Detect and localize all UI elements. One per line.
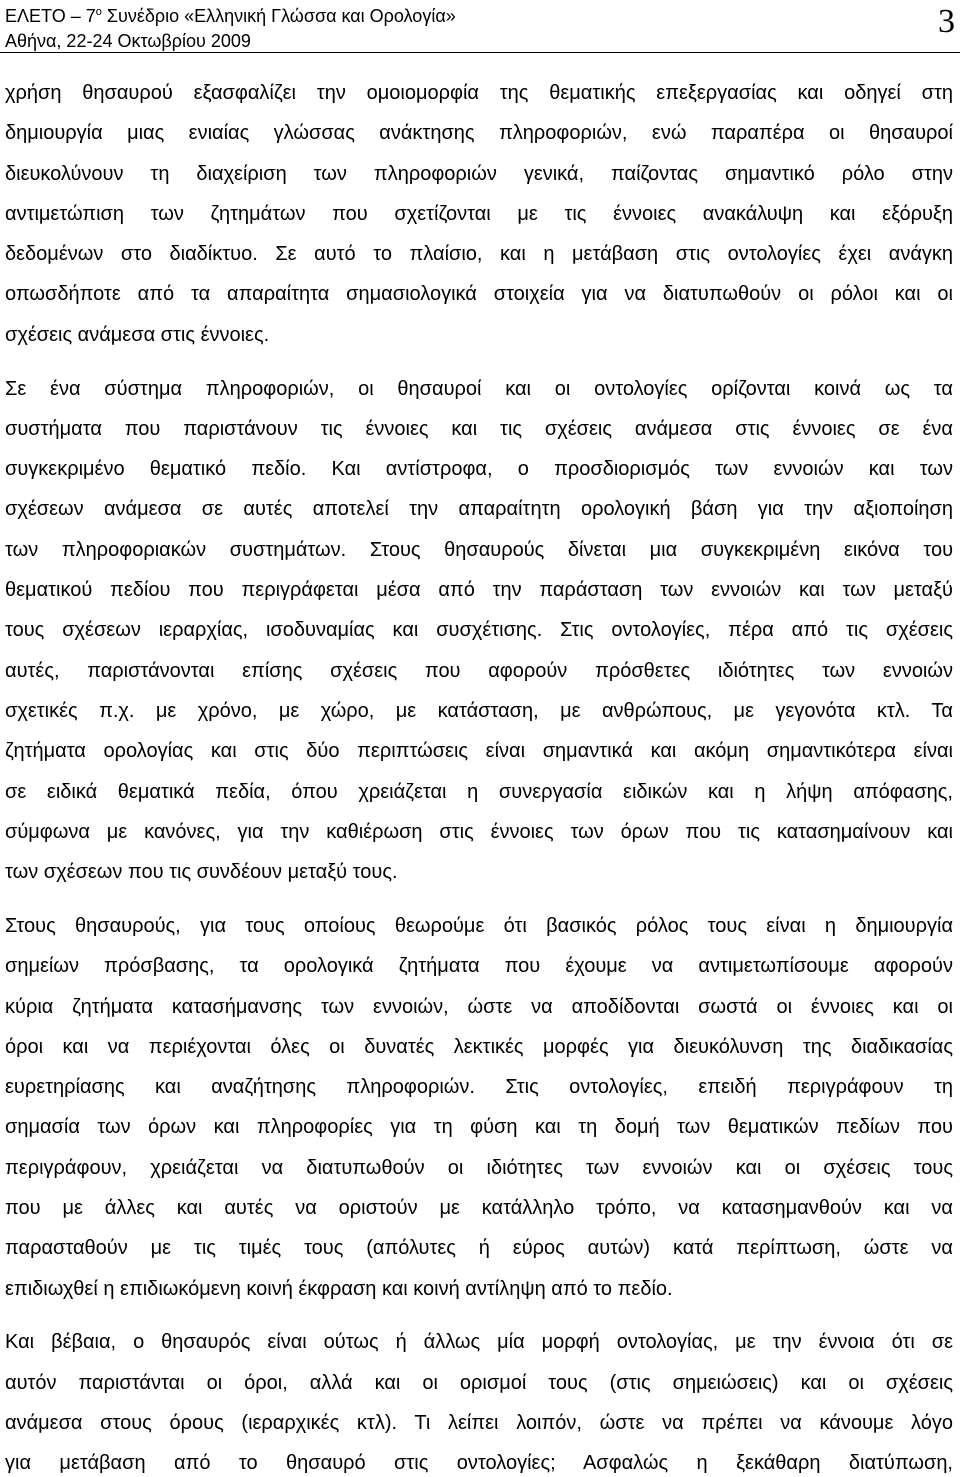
text-line: Σε ένα σύστημα πληροφοριών, οι θησαυροί και οι οντολογίες ορίζονται κοινά ως τα xyxy=(5,377,953,400)
text-line: τους σχέσεων ιεραρχίας, ισοδυναμίας και συσχέτισης. Στις οντολογίες, πέρα από τις σχέσεις xyxy=(5,619,953,642)
running-header xyxy=(5,5,456,52)
text-line: δεδομένων στο διαδίκτυο. Σε αυτό το πλαίσιο, και η μετάβαση στις οντολογίες έχει ανάγκη xyxy=(5,243,953,266)
paragraph xyxy=(5,80,953,348)
paragraph xyxy=(5,1329,953,1476)
text-line: αυτές, παριστάνονται επίσης σχέσεις που αφορούν πρόσθετες ιδιότητες των εννοιών xyxy=(5,659,953,682)
text-line: σημασία των όρων και πληροφορίες για τη φύση και τη δομή των θεματικών πεδίων που xyxy=(5,1116,953,1139)
text-line: Στους θησαυρούς, για τους οποίους θεωρούμε ότι βασικός ρόλος τους είναι η δημιουργία xyxy=(5,914,953,937)
paragraph xyxy=(5,913,953,1302)
conference-title xyxy=(5,5,456,30)
conference-prefix: ΕΛΕΤΟ – 7 xyxy=(5,6,96,26)
body-text xyxy=(5,80,953,1476)
text-line: σύμφωνα με κανόνες, για την καθιέρωση στις έννοιες των όρων που τις κατασημαίνουν και xyxy=(5,820,953,843)
text-line: κύρια ζητήματα κατασήμανσης των εννοιών, ώστε να αποδίδονται σωστά οι έννοιες και οι xyxy=(5,995,953,1018)
location-date: Αθήνα, 22-24 Οκτωβρίου 2009 xyxy=(5,31,251,51)
text-line: που με άλλες και αυτές να οριστούν με κατάλληλο τρόπο, να κατασημανθούν και να xyxy=(5,1197,953,1220)
text-line: Και βέβαια, ο θησαυρός είναι ούτως ή άλλως μία μορφή οντολογίας, με την έννοια ότι σε xyxy=(5,1331,953,1354)
text-line: περιγράφουν, χρειάζεται να διατυπωθούν οι ιδιότητες των εννοιών και οι σχέσεις τους xyxy=(5,1156,953,1179)
header-rule xyxy=(0,52,960,53)
text-line: δημιουργία μιας ενιαίας γλώσσας ανάκτησης πληροφοριών, ενώ παραπέρα οι θησαυροί xyxy=(5,122,953,145)
page-number: 3 xyxy=(938,3,955,40)
text-line: ζητήματα ορολογίας και στις δύο περιπτώσεις είναι σημαντικά και ακόμη σημαντικότερα είναι xyxy=(5,740,953,763)
conference-ordinal: ο xyxy=(95,6,102,18)
text-line: για μετάβαση από το θησαυρό στις οντολογίες; Ασφαλώς η ξεκάθαρη διατύπωση, xyxy=(5,1452,953,1475)
text-line: των σχέσεων που τις συνδέουν μεταξύ τους. xyxy=(5,861,398,884)
text-line: σχέσεις ανάμεσα στις έννοιες. xyxy=(5,323,270,346)
paragraph xyxy=(5,376,953,886)
text-line: συστήματα που παριστάνουν τις έννοιες και τις σχέσεις ανάμεσα στις έννοιες σε ένα xyxy=(5,417,953,440)
text-line: όροι και να περιέχονται όλες οι δυνατές λεκτικές μορφές για διευκόλυνση της διαδικασίας xyxy=(5,1035,953,1058)
text-line: θεματικού πεδίου που περιγράφεται μέσα από την παράσταση των εννοιών και των μεταξύ xyxy=(5,579,953,602)
text-line: επιδιωχθεί η επιδιωκόμενη κοινή έκφραση και κοινή αντίληψη από το πεδίο. xyxy=(5,1277,673,1300)
text-line: συγκεκριμένο θεματικό πεδίο. Και αντίστροφα, ο προσδιορισμός των εννοιών και των xyxy=(5,458,953,481)
text-line: οπωσδήποτε από τα απαραίτητα σημασιολογικά στοιχεία για να διατυπωθούν οι ρόλοι και οι xyxy=(5,283,953,306)
text-line: ανάμεσα στους όρους (ιεραρχικές κτλ). Τι λείπει λοιπόν, ώστε να πρέπει να κάνουμε λόγο xyxy=(5,1412,953,1434)
text-line: χρήση θησαυρού εξασφαλίζει την ομοιομορφία της θεματικής επεξεργασίας και οδηγεί στη xyxy=(5,82,953,104)
text-line: των πληροφοριακών συστημάτων. Στους θησαυρούς δίνεται μια συγκεκριμένη εικόνα του xyxy=(5,538,953,561)
text-line: αυτόν παριστάνται οι όροι, αλλά και οι ορισμοί τους (στις σημειώσεις) και οι σχέσεις xyxy=(5,1371,953,1394)
text-line: αντιμετώπιση των ζητημάτων που σχετίζονται με τις έννοιες ανακάλυψη και εξόρυξη xyxy=(5,202,953,225)
text-line: σχετικές π.χ. με χρόνο, με χώρο, με κατάσταση, με ανθρώπους, με γεγονότα κτλ. Τα xyxy=(5,699,953,722)
text-line: σε ειδικά θεματικά πεδία, όπου χρειάζεται η συνεργασία ειδικών και η λήψη απόφασης, xyxy=(5,780,953,803)
text-line: σημείων πρόσβασης, τα ορολογικά ζητήματα που έχουμε να αντιμετωπίσουμε αφορούν xyxy=(5,955,953,978)
text-line: διευκολύνουν τη διαχείριση των πληροφοριών γενικά, παίζοντας σημαντικό ρόλο στην xyxy=(5,162,953,185)
conference-name: Συνέδριο «Ελληνική Γλώσσα και Ορολογία» xyxy=(106,6,456,26)
text-line: ευρετηρίασης και αναζήτησης πληροφοριών. Στις οντολογίες, επειδή περιγράφουν τη xyxy=(5,1076,953,1099)
text-line: παρασταθούν με τις τιμές τους (απόλυτες ή εύρος αυτών) κατά περίπτωση, ώστε να xyxy=(5,1237,953,1260)
text-line: σχέσεων ανάμεσα σε αυτές αποτελεί την απαραίτητη ορολογική βάση για την αξιοποίηση xyxy=(5,498,953,521)
